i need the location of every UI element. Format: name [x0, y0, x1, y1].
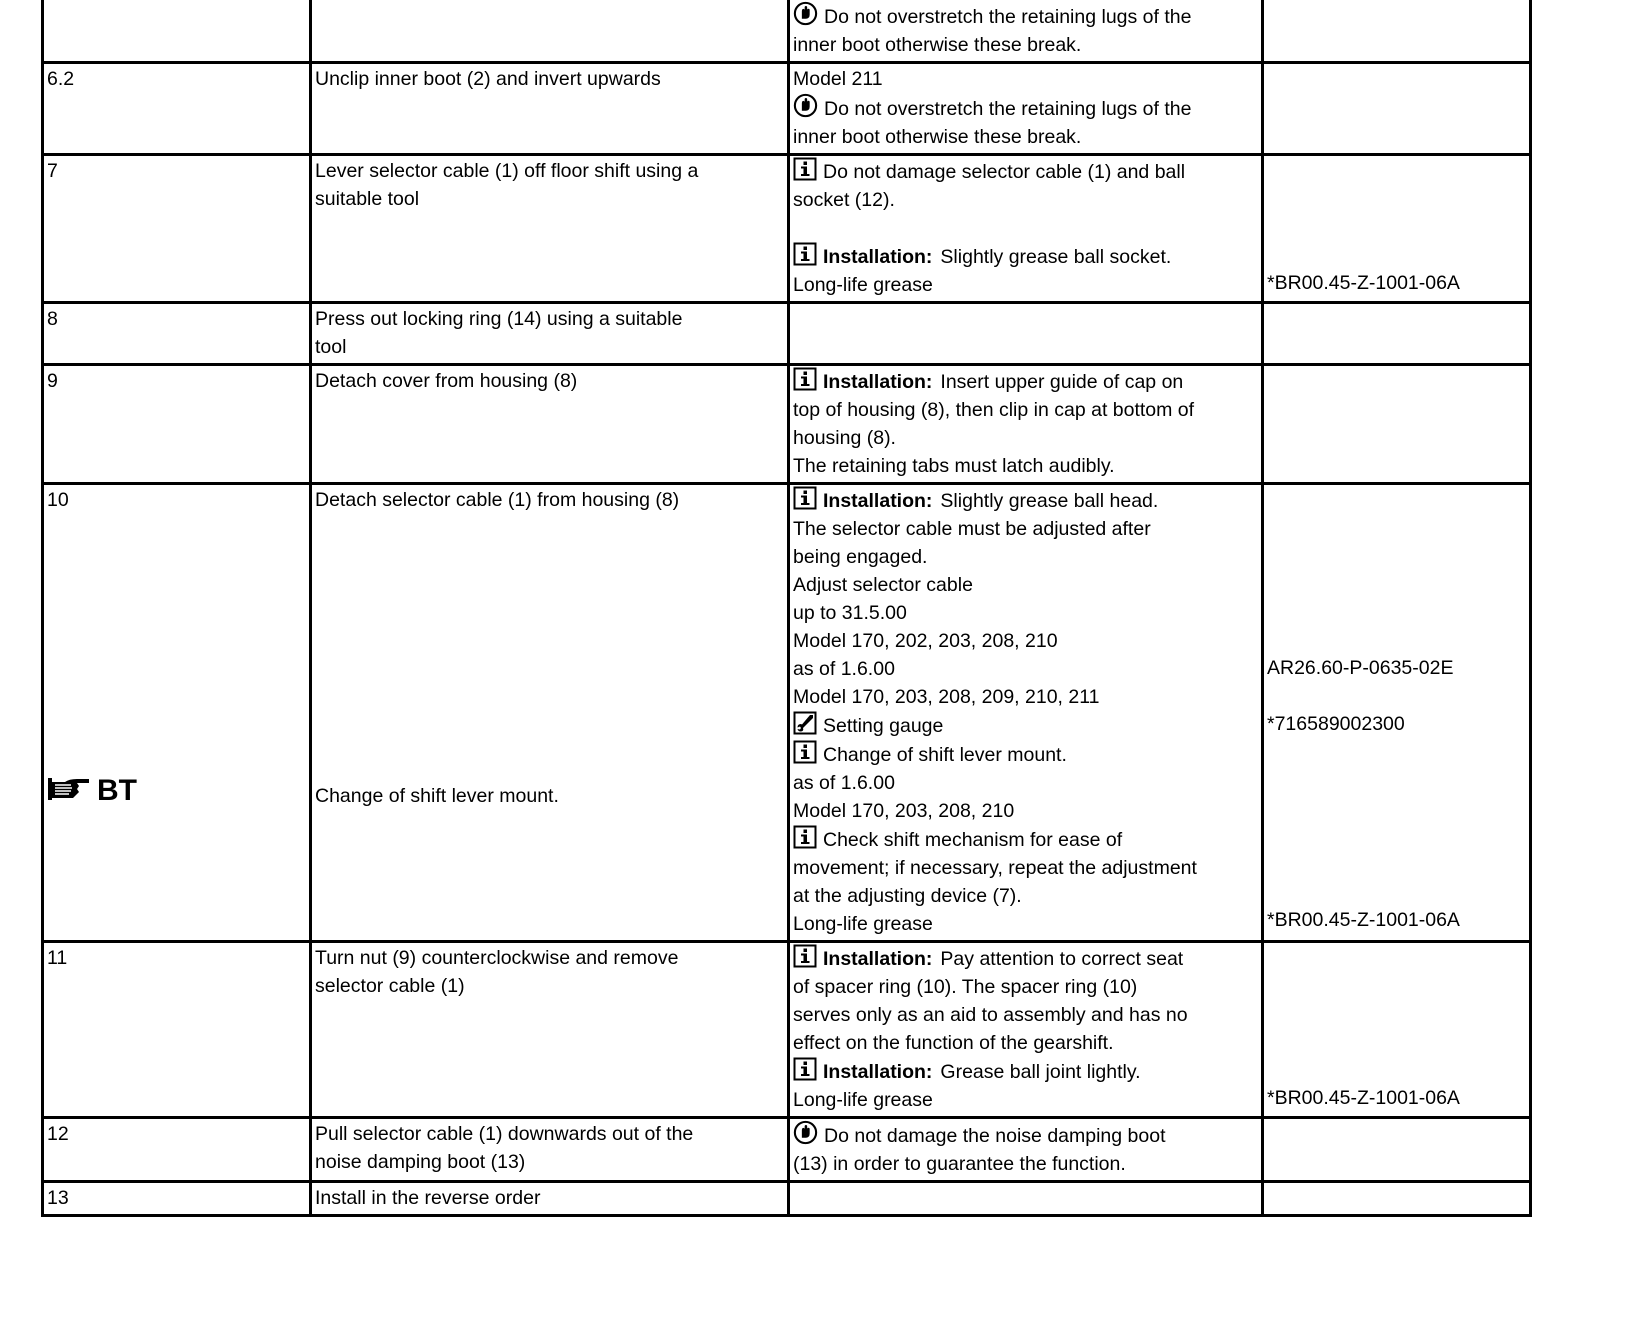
reference-cell	[1263, 942, 1531, 1118]
note-text: being engaged.	[793, 546, 928, 568]
step-cell	[43, 1182, 311, 1216]
note-text: Slightly grease ball head.	[940, 490, 1159, 512]
note-text: The retaining tabs must latch audibly.	[793, 455, 1115, 477]
info-icon	[793, 486, 817, 510]
note-line	[793, 186, 1258, 214]
spacer	[1267, 822, 1526, 850]
tool-icon	[793, 711, 817, 735]
note-text: Change of shift lever mount.	[823, 744, 1067, 766]
reference-cell	[1263, 484, 1531, 942]
action-text: tool	[315, 336, 347, 358]
note-text: of spacer ring (10). The spacer ring (10)	[793, 976, 1138, 998]
spacer	[1267, 766, 1526, 794]
note-text: Pay attention to correct seat	[940, 948, 1184, 970]
note-line	[793, 769, 1258, 797]
note-line	[793, 1086, 1258, 1114]
note-line	[793, 1, 1258, 31]
info-icon	[793, 242, 817, 266]
note-line	[793, 683, 1258, 711]
spacer	[1267, 157, 1526, 185]
step-number: 7	[47, 160, 58, 182]
notes-cell	[789, 155, 1263, 303]
note-line	[793, 486, 1258, 515]
note-text: Check shift mechanism for ease of	[823, 829, 1123, 851]
notes-cell	[789, 365, 1263, 484]
note-line	[793, 973, 1258, 1001]
note-line	[793, 882, 1258, 910]
action-cell	[311, 0, 789, 63]
action-text: Pull selector cable (1) downwards out of the	[315, 1123, 694, 1145]
note-text: Do not damage the noise damping boot	[824, 1125, 1166, 1147]
note-line	[793, 515, 1258, 543]
note-line	[793, 854, 1258, 882]
notes-cell	[789, 303, 1263, 365]
installation-label: Installation:	[823, 490, 933, 512]
action-cell	[311, 1118, 789, 1182]
spacer	[1267, 570, 1526, 598]
table-row	[43, 1182, 1531, 1216]
spacer	[1267, 682, 1526, 710]
note-line	[793, 655, 1258, 683]
reference-link: *716589002300	[1267, 713, 1405, 735]
note-line	[793, 910, 1258, 938]
step-cell	[43, 484, 311, 942]
note-text: Model 170, 203, 208, 210	[793, 800, 1015, 822]
action-cell	[311, 942, 789, 1118]
info-icon	[793, 825, 817, 849]
step-number	[47, 1, 306, 29]
reference-cell	[1263, 155, 1531, 303]
step-number: 6.2	[47, 68, 75, 90]
note-text: (13) in order to guarantee the function.	[793, 1153, 1126, 1175]
action-cell	[311, 484, 789, 942]
note-text: Do not overstretch the retaining lugs of the	[824, 6, 1192, 28]
note-text: Long-life grease	[793, 1089, 933, 1111]
info-icon	[793, 944, 817, 968]
note-line	[793, 571, 1258, 599]
note-text: Adjust selector cable	[793, 574, 973, 596]
spacer	[1267, 486, 1526, 514]
table-row	[43, 1118, 1531, 1182]
note-line	[793, 452, 1258, 480]
caution-icon	[793, 93, 818, 118]
note-line	[793, 1001, 1258, 1029]
table-row	[43, 63, 1531, 155]
note-line	[793, 797, 1258, 825]
reference-cell	[1263, 63, 1531, 155]
note-text: movement; if necessary, repeat the adjustment	[793, 857, 1197, 879]
reference-link: AR26.60-P-0635-02E	[1267, 657, 1454, 679]
note-line	[793, 711, 1258, 740]
info-icon	[793, 367, 817, 391]
note-text: housing (8).	[793, 427, 896, 449]
reference-cell	[1263, 1118, 1531, 1182]
note-text: Do not damage selector cable (1) and ball	[823, 161, 1186, 183]
note-line	[793, 157, 1258, 186]
note-line	[793, 396, 1258, 424]
installation-label: Installation:	[823, 371, 933, 393]
note-text: inner boot otherwise these break.	[793, 34, 1082, 56]
spacer	[1267, 794, 1526, 822]
action-cell	[311, 303, 789, 365]
bt-marker	[47, 774, 306, 808]
note-line	[793, 1150, 1258, 1178]
installation-label: Installation:	[823, 246, 933, 268]
step-cell	[43, 365, 311, 484]
note-text: as of 1.6.00	[793, 658, 895, 680]
action-text: selector cable (1)	[315, 975, 465, 997]
reference-link: *BR00.45-Z-1001-06A	[1267, 909, 1460, 931]
spacer	[1267, 1028, 1526, 1056]
note-line	[793, 825, 1258, 854]
note-line	[793, 944, 1258, 973]
reference-cell	[1263, 0, 1531, 63]
step-cell	[43, 0, 311, 63]
step-number: 12	[47, 1123, 69, 1145]
reference-cell	[1263, 303, 1531, 365]
step-number: 13	[47, 1187, 69, 1209]
step-cell	[43, 63, 311, 155]
note-line	[793, 543, 1258, 571]
action-text: Detach selector cable (1) from housing (8)	[315, 489, 680, 511]
installation-label: Installation:	[823, 1061, 933, 1083]
spacer	[1267, 626, 1526, 654]
caution-icon	[793, 1120, 818, 1145]
note-text: Model 170, 202, 203, 208, 210	[793, 630, 1058, 652]
pointing-hand-icon	[47, 774, 97, 808]
procedure-table	[41, 0, 1532, 1217]
note-text: Long-life grease	[793, 274, 933, 296]
note-line	[793, 367, 1258, 396]
notes-cell	[789, 1118, 1263, 1182]
notes-cell	[789, 0, 1263, 63]
step-number: 8	[47, 308, 58, 330]
note-text: serves only as an aid to assembly and has no	[793, 1004, 1188, 1026]
caution-icon	[793, 1, 818, 26]
action-text: Change of shift lever mount.	[315, 785, 559, 807]
reference-cell	[1263, 365, 1531, 484]
notes-cell	[789, 1182, 1263, 1216]
note-text: as of 1.6.00	[793, 772, 895, 794]
note-text: effect on the function of the gearshift.	[793, 1032, 1114, 1054]
note-line	[793, 599, 1258, 627]
spacer	[1267, 514, 1526, 542]
action-text: noise damping boot (13)	[315, 1151, 526, 1173]
action-cell	[311, 1182, 789, 1216]
note-line	[793, 93, 1258, 123]
spacer	[1267, 542, 1526, 570]
table-row	[43, 0, 1531, 63]
info-icon	[793, 1057, 817, 1081]
action-text: Lever selector cable (1) off floor shift using a	[315, 160, 699, 182]
note-line	[793, 1120, 1258, 1150]
notes-cell	[789, 942, 1263, 1118]
action-text: Detach cover from housing (8)	[315, 370, 578, 392]
note-line	[793, 1057, 1258, 1086]
spacer	[1267, 1056, 1526, 1084]
action-text: Install in the reverse order	[315, 1187, 541, 1209]
note-text: at the adjusting device (7).	[793, 885, 1022, 907]
spacer	[1267, 598, 1526, 626]
action-text: Unclip inner boot (2) and invert upwards	[315, 68, 661, 90]
info-icon	[793, 157, 817, 181]
note-line	[793, 424, 1258, 452]
spacer	[1267, 185, 1526, 213]
info-icon	[793, 740, 817, 764]
spacer	[1267, 878, 1526, 906]
spacer	[1267, 241, 1526, 269]
notes-cell	[789, 63, 1263, 155]
note-line	[793, 740, 1258, 769]
action-text: Turn nut (9) counterclockwise and remove	[315, 947, 679, 969]
note-text: Model 170, 203, 208, 209, 210, 211	[793, 686, 1100, 708]
step-number: 11	[47, 947, 68, 969]
step-number: 9	[47, 370, 58, 392]
note-line	[793, 123, 1258, 151]
step-cell	[43, 155, 311, 303]
spacer	[1267, 972, 1526, 1000]
table-row	[43, 942, 1531, 1118]
table-row	[43, 155, 1531, 303]
reference-link: *BR00.45-Z-1001-06A	[1267, 1087, 1460, 1109]
note-text: Grease ball joint lightly.	[940, 1061, 1141, 1083]
note-line	[793, 31, 1258, 59]
spacer	[1267, 1000, 1526, 1028]
action-text: Press out locking ring (14) using a suitable	[315, 308, 683, 330]
action-cell	[311, 365, 789, 484]
note-text: The selector cable must be adjusted after	[793, 518, 1151, 540]
note-text: socket (12).	[793, 189, 895, 211]
spacer	[1267, 944, 1526, 972]
note-text: Model 211	[793, 68, 883, 90]
bt-label: BT	[97, 774, 137, 807]
spacer	[47, 514, 306, 774]
note-line	[793, 242, 1258, 271]
spacer	[793, 214, 1258, 242]
step-number: 10	[47, 489, 69, 511]
step-cell	[43, 942, 311, 1118]
note-line	[793, 627, 1258, 655]
spacer	[1267, 850, 1526, 878]
note-text: Setting gauge	[823, 715, 944, 737]
notes-cell	[789, 484, 1263, 942]
action-cell	[311, 63, 789, 155]
action-cell	[311, 155, 789, 303]
note-text: Do not overstretch the retaining lugs of the	[824, 98, 1192, 120]
note-text: Insert upper guide of cap on	[940, 371, 1184, 393]
step-cell	[43, 1118, 311, 1182]
table-row	[43, 303, 1531, 365]
action-text: suitable tool	[315, 188, 420, 210]
table-row	[43, 365, 1531, 484]
reference-cell	[1263, 1182, 1531, 1216]
step-cell	[43, 303, 311, 365]
note-text: inner boot otherwise these break.	[793, 126, 1082, 148]
spacer	[1267, 213, 1526, 241]
note-line	[793, 65, 1258, 93]
spacer	[315, 514, 784, 782]
note-text: Slightly grease ball socket.	[940, 246, 1172, 268]
note-text: Long-life grease	[793, 913, 933, 935]
spacer	[1267, 738, 1526, 766]
note-line	[793, 1029, 1258, 1057]
note-line	[793, 271, 1258, 299]
reference-link: *BR00.45-Z-1001-06A	[1267, 272, 1460, 294]
table-row	[43, 484, 1531, 942]
installation-label: Installation:	[823, 948, 933, 970]
note-text: up to 31.5.00	[793, 602, 907, 624]
note-text: top of housing (8), then clip in cap at bottom of	[793, 399, 1195, 421]
